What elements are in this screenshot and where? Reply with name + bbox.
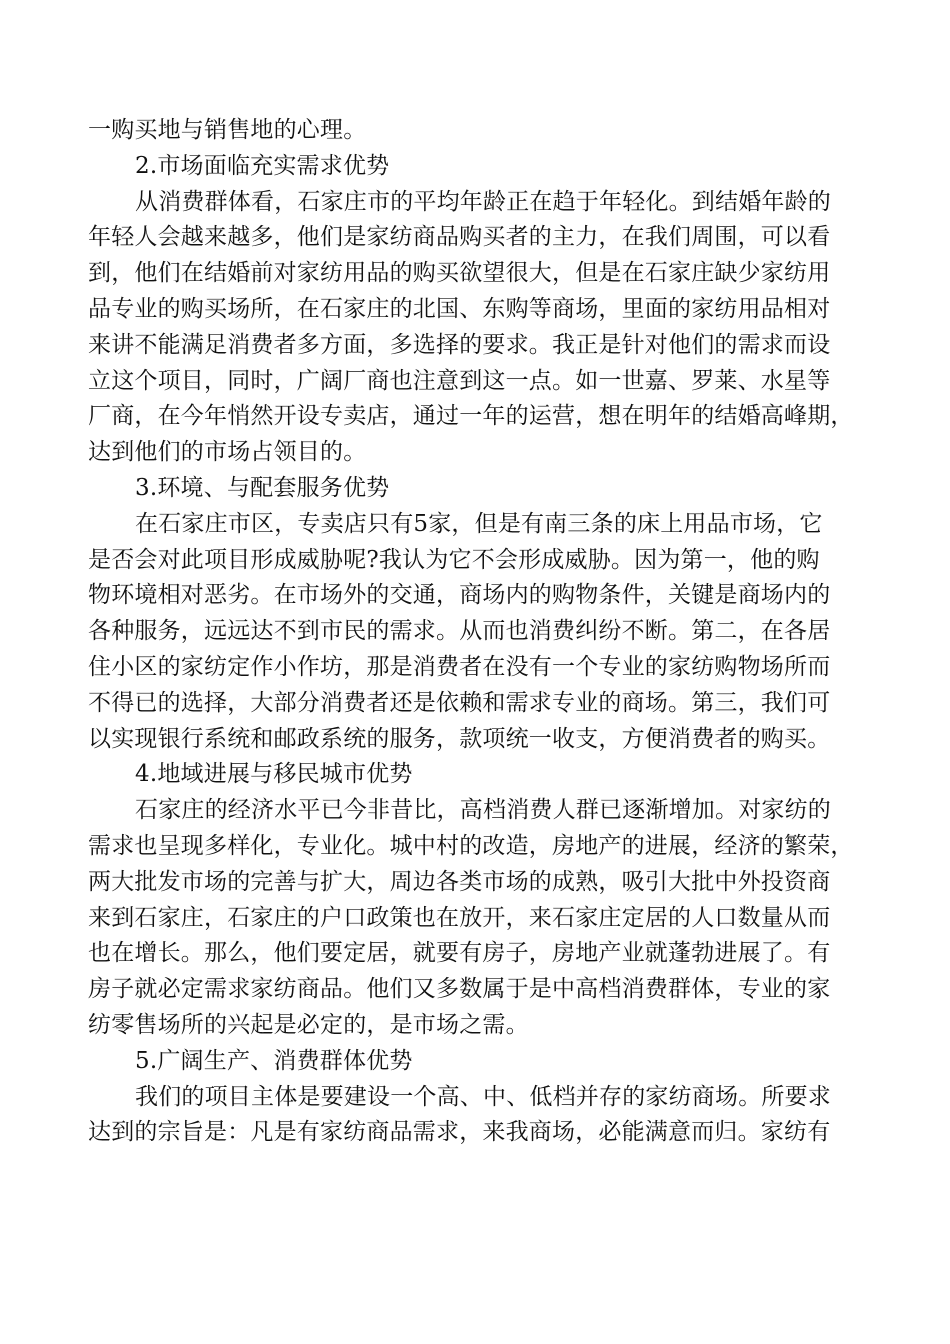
section-heading: 3.环境、与配套服务优势: [135, 474, 390, 501]
text-line: 立这个项目，同时，广阔厂商也注意到这一点。如一世嘉、罗莱、水星等: [88, 367, 831, 394]
text-line: 房子就必定需求家纺商品。他们又多数属于是中高档消费群体，专业的家: [88, 976, 831, 1003]
text-line: 需求也呈现多样化，专业化。城中村的改造，房地产的进展，经济的繁荣，: [88, 832, 854, 859]
text-line: 住小区的家纺定作小作坊，那是消费者在没有一个专业的家纺购物场所而: [88, 653, 831, 680]
text-line: 不得已的选择，大部分消费者还是依赖和需求专业的商场。第三，我们可: [88, 689, 831, 716]
section-heading: 5.广阔生产、消费群体优势: [135, 1047, 413, 1074]
text-line: 来到石家庄，石家庄的户口政策也在放开，来石家庄定居的人口数量从而: [88, 904, 831, 931]
text-line: 各种服务，远远达不到市民的需求。从而也消费纠纷不断。第二，在各居: [88, 618, 831, 645]
section-heading: 2.市场面临充实需求优势: [135, 152, 390, 179]
text-line: 我们的项目主体是要建设一个高、中、低档并存的家纺商场。所要求: [135, 1083, 831, 1110]
text-line: 纺零售场所的兴起是必定的，是市场之需。: [88, 1011, 529, 1038]
text-line: 厂商，在今年悄然开设专卖店，通过一年的运营，想在明年的结婚高峰期，: [88, 403, 854, 430]
text-line: 在石家庄市区，专卖店只有5家，但是有南三条的床上用品市场，它: [135, 510, 823, 537]
text-line: 也在增长。那么，他们要定居，就要有房子，房地产业就蓬勃进展了。有: [88, 940, 831, 967]
text-line: 以实现银行系统和邮政系统的服务，款项统一收支，方便消费者的购买。: [88, 725, 831, 752]
text-line: 来讲不能满足消费者多方面，多选择的要求。我正是针对他们的需求而设: [88, 331, 831, 358]
text-line: 一购买地与销售地的心理。: [88, 117, 367, 143]
text-line: 石家庄的经济水平已今非昔比，高档消费人群已逐渐增加。对家纺的: [135, 797, 831, 824]
text-line: 品专业的购买场所，在石家庄的北国、东购等商场，里面的家纺用品相对: [88, 295, 831, 322]
text-line: 物环境相对恶劣。在市场外的交通，商场内的购物条件，关键是商场内的: [88, 582, 831, 609]
text-line: 是否会对此项目形成威胁呢?我认为它不会形成威胁。因为第一，他的购: [88, 546, 820, 573]
text-line: 达到的宗旨是：凡是有家纺商品需求，来我商场，必能满意而归。家纺有: [88, 1119, 831, 1146]
section-heading: 4.地域进展与移民城市优势: [135, 761, 413, 788]
document-page: [88, 113, 868, 1151]
text-line: 两大批发市场的完善与扩大，周边各类市场的成熟，吸引大批中外投资商: [88, 868, 831, 895]
text-line: 达到他们的市场占领目的。: [88, 439, 367, 466]
text-line: 年轻人会越来越多，他们是家纺商品购买者的主力，在我们周围，可以看: [88, 224, 831, 251]
text-line: 从消费群体看，石家庄市的平均年龄正在趋于年轻化。到结婚年龄的: [135, 188, 831, 215]
text-line: 到，他们在结婚前对家纺用品的购买欲望很大，但是在石家庄缺少家纺用: [88, 260, 831, 287]
